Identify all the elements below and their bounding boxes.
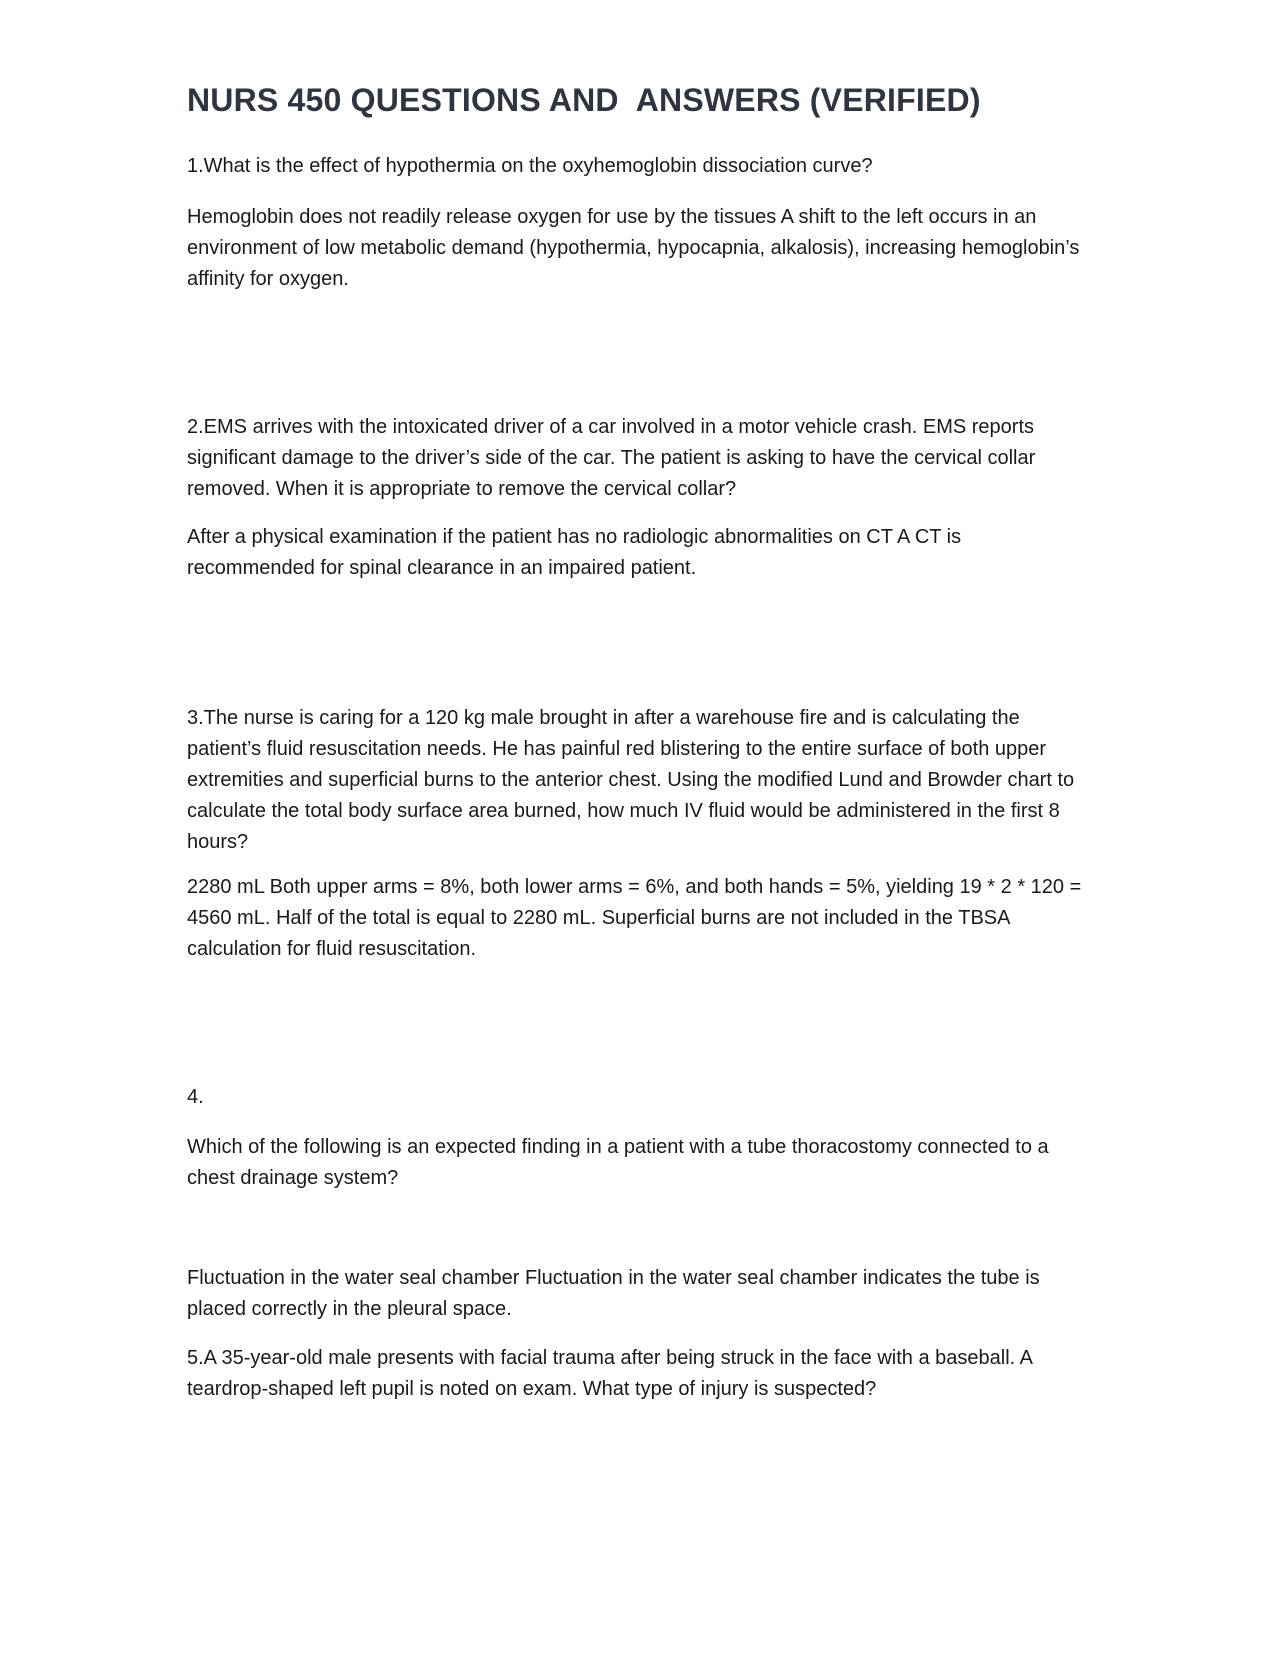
answer-3: 2280 mL Both upper arms = 8%, both lower arms = 6%, and both hands = 5%, yielding 19 * 2 * 120 = 4560 mL. Half of the total is equal to 2280 mL. Superficial burns are not included in the TBSA calculation for fluid resuscitation. <box>187 876 1082 960</box>
question-2: 2.EMS arrives with the intoxicated driver of a car involved in a motor vehicle crash. EMS reports significant damage to the driver’s side of the car. The patient is asking to have the cervical collar removed. When it is appropriate to remove the cervical collar? <box>187 416 1036 500</box>
question-5: 5.A 35-year-old male presents with facial trauma after being struck in the face with a baseball. A teardrop-shaped left pupil is noted on exam. What type of injury is suspected? <box>187 1347 1032 1400</box>
question-4: Which of the following is an expected finding in a patient with a tube thoracostomy connected to a chest drainage system? <box>187 1136 1049 1189</box>
question-1: 1.What is the effect of hypothermia on the oxyhemoglobin dissociation curve? <box>187 155 873 177</box>
question-3: 3.The nurse is caring for a 120 kg male brought in after a warehouse fire and is calculating the patient’s fluid resuscitation needs. He has painful red blistering to the entire surface of both upper extremities and superficial burns to the anterior chest. Using the modified Lund and Browder chart to calculate the total body surface area burned, how much IV fluid would be administered in the first 8 hours? <box>187 707 1075 853</box>
answer-4: Fluctuation in the water seal chamber Fluctuation in the water seal chamber indicates the tube is placed correctly in the pleural space. <box>187 1267 1040 1320</box>
answer-2: After a physical examination if the patient has no radiologic abnormalities on CT A CT is recommended for spinal clearance in an impaired patient. <box>187 526 962 579</box>
question-4-number: 4. <box>187 1086 204 1108</box>
answer-1: Hemoglobin does not readily release oxygen for use by the tissues A shift to the left occurs in an environment of low metabolic demand (hypothermia, hypocapnia, alkalosis), increasing hemoglobin’s affinity for oxygen. <box>187 206 1080 290</box>
document-title: NURS 450 QUESTIONS AND ANSWERS (VERIFIED) <box>187 82 981 118</box>
